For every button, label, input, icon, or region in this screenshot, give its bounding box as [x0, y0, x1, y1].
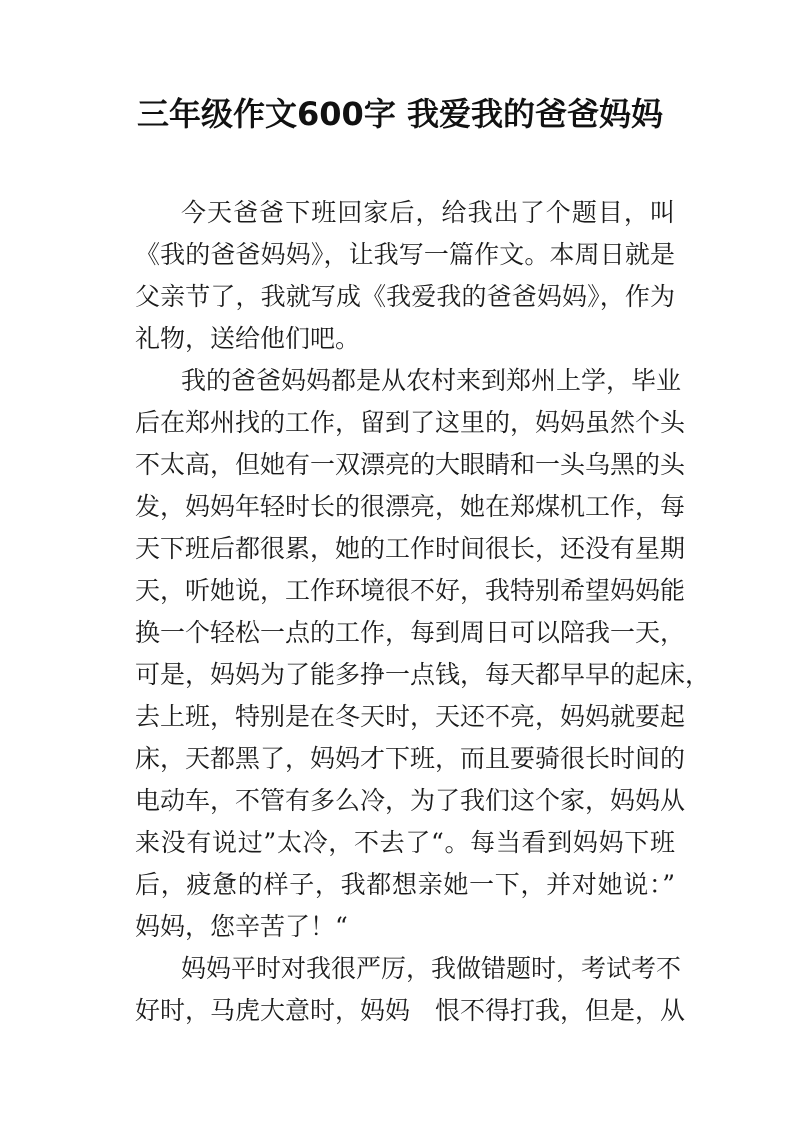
- paragraph-2-line-12: 来没有说过”太冷，不去了“。每当看到妈妈下班: [135, 828, 675, 857]
- paragraph-2-line-3: 不太高，但她有一双漂亮的大眼睛和一头乌黑的头: [135, 450, 686, 479]
- paragraph-2-line-9: 去上班，特别是在冬天时，天还不亮，妈妈就要起: [135, 702, 686, 731]
- paragraph-2-line-5: 天下班后都很累，她的工作时间很长，还没有星期: [135, 534, 686, 563]
- paragraph-2-line-2: 后在郑州找的工作，留到了这里的，妈妈虽然个头: [135, 408, 686, 437]
- paragraph-2-line-11: 电动车，不管有多么冷，为了我们这个家，妈妈从: [135, 786, 686, 815]
- paragraph-1-line-2: 《我的爸爸妈妈》，让我写一篇作文。本周日就是: [135, 240, 675, 269]
- paragraph-2-line-10: 床，天都黑了，妈妈才下班，而且要骑很长时间的: [135, 744, 686, 773]
- paragraph-1-line-1: 今天爸爸下班回家后，给我出了个题目，叫: [181, 198, 675, 227]
- paragraph-3-line-1: 妈妈平时对我很严厉，我做错题时，考试考不: [181, 954, 682, 983]
- document-title: 三年级作文600字 我爱我的爸爸妈妈: [137, 95, 663, 133]
- paragraph-2-line-6: 天，听她说，工作环境很不好，我特别希望妈妈能: [135, 576, 686, 605]
- paragraph-2-line-13: 后，疲惫的样子，我都想亲她一下，并对她说：”: [135, 870, 675, 899]
- paragraph-2-line-1: 我的爸爸妈妈都是从农村来到郑州上学，毕业: [181, 366, 682, 395]
- paragraph-2-line-14: 妈妈，您辛苦了！“: [135, 912, 348, 941]
- paragraph-3-line-2: 好时，马虎大意时，妈妈 恨不得打我，但是，从: [135, 996, 686, 1025]
- essay-body: [135, 192, 711, 1032]
- paragraph-1-line-3: 父亲节了，我就写成《我爱我的爸爸妈妈》，作为: [135, 282, 675, 311]
- paragraph-2-line-7: 换一个轻松一点的工作，每到周日可以陪我一天，: [135, 618, 686, 647]
- paragraph-2-line-8: 可是，妈妈为了能多挣一点钱，每天都早早的起床，: [135, 660, 711, 689]
- paragraph-2-line-4: 发，妈妈年轻时长的很漂亮，她在郑煤机工作，每: [135, 492, 686, 521]
- paragraph-1-line-4: 礼物，送给他们吧。: [135, 324, 361, 353]
